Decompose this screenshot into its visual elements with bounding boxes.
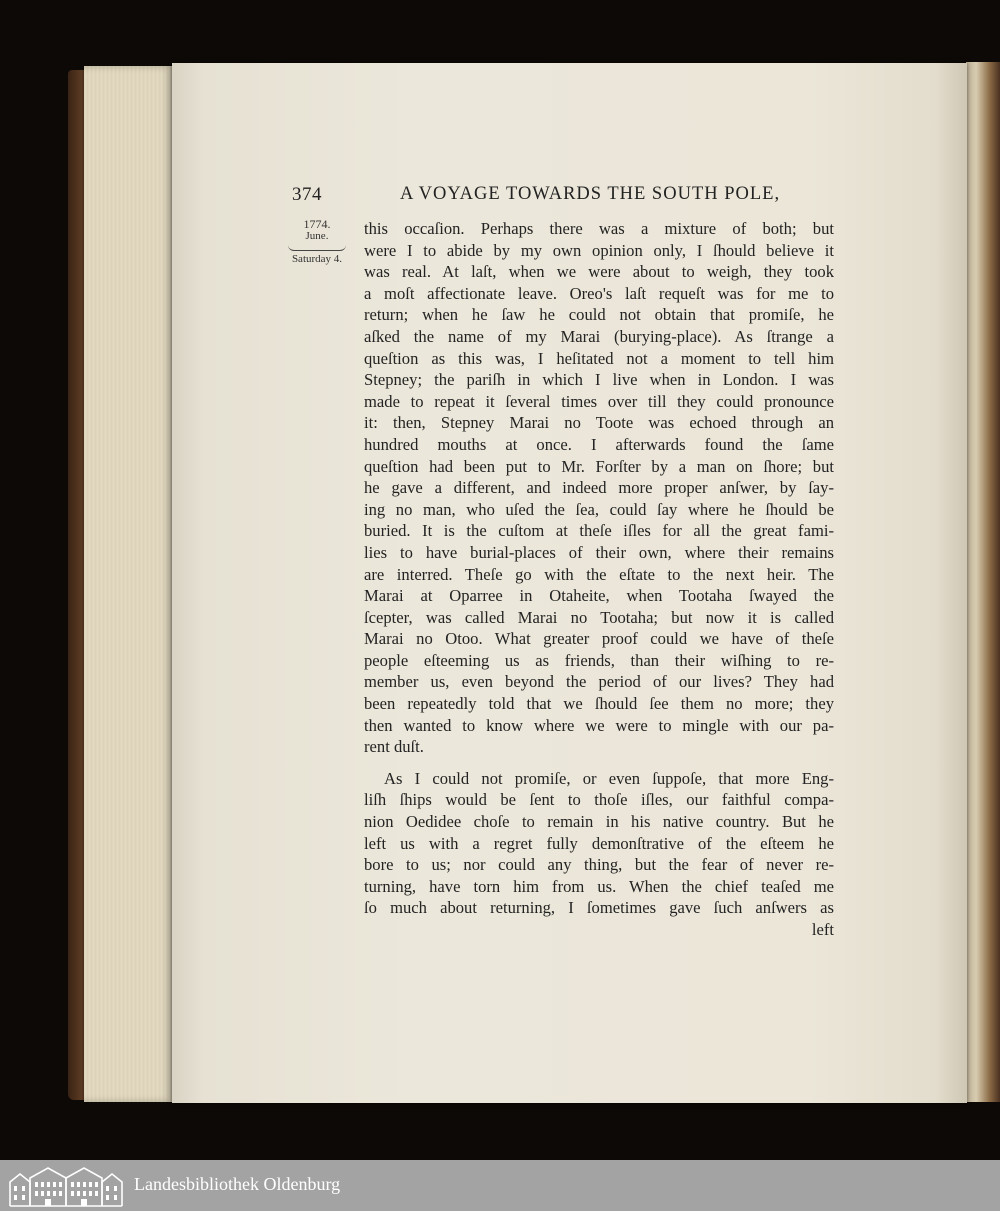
library-name: Landesbibliothek Oldenburg bbox=[134, 1174, 341, 1194]
catchword: left bbox=[811, 920, 834, 939]
running-title: A VOYAGE TOWARDS THE SOUTH POLE, bbox=[400, 184, 781, 204]
library-building-logo bbox=[8, 1164, 124, 1208]
text-line: hundred mouths at once. I afterwards found the ſame bbox=[364, 434, 834, 454]
text-line: made to repeat it ſeveral times over till they could pronounce bbox=[364, 391, 834, 411]
text-line: Marai no Otoo. What greater proof could we have of theſe bbox=[364, 629, 834, 649]
text-line: aſked the name of my Marai (burying-place). As ſtrange a bbox=[364, 326, 834, 346]
margin-brace bbox=[288, 242, 346, 251]
text-line: queſtion as this was, I heſitated not a moment to tell him bbox=[364, 348, 834, 368]
page-number: 374 bbox=[292, 184, 322, 205]
text-line: Marai at Oparree in Otaheite, when Tootaha ſwayed the bbox=[364, 586, 834, 606]
text-line: were I to abide by my own opinion only, I ſhould believe it bbox=[364, 240, 834, 260]
library-footer-bar bbox=[0, 1160, 1000, 1211]
text-line: liſh ſhips would be ſent to thoſe iſles, our faithful compa- bbox=[364, 790, 834, 810]
text-line: Stepney; the pariſh in which I live when in London. I was bbox=[364, 370, 834, 390]
text-line: people eſteeming us as friends, than their wiſhing to re- bbox=[364, 650, 834, 670]
margin-month: June. bbox=[305, 230, 329, 242]
text-line: lies to have burial-places of their own, where their remains bbox=[364, 542, 834, 562]
text-line: turning, have torn him from us. When the chief teaſed me bbox=[364, 876, 834, 896]
facing-page-edge bbox=[966, 62, 1000, 1102]
text-line: ſcepter, was called Marai no Tootaha; but now it is called bbox=[364, 607, 834, 627]
text-line: then wanted to know where we were to mingle with our pa- bbox=[364, 715, 834, 735]
margin-note bbox=[284, 218, 350, 265]
text-line: he gave a different, and indeed more proper anſwer, by ſay- bbox=[364, 478, 834, 498]
text-line: been repeatedly told that we ſhould ſee them no more; they bbox=[364, 694, 834, 714]
text-line: a moſt affectionate leave. Oreo's laſt requeſt was for me to bbox=[364, 283, 834, 303]
text-line: are interred. Theſe go with the eſtate to the next heir. The bbox=[364, 564, 834, 584]
body-text bbox=[364, 218, 834, 941]
text-line: queſtion had been put to Mr. Forſter by a man on ſhore; but bbox=[364, 456, 834, 476]
text-line: return; when he ſaw he could not obtain that promiſe, he bbox=[364, 305, 834, 325]
text-line: ing no man, who uſed the ſea, could ſay where he ſhould be bbox=[364, 499, 834, 519]
paragraph-1 bbox=[364, 218, 834, 758]
paragraph-2 bbox=[364, 768, 834, 941]
text-line: As I could not promiſe, or even ſuppoſe, that more Eng- bbox=[384, 768, 834, 788]
page-header bbox=[292, 184, 832, 214]
text-line: ſo much about returning, I ſometimes gave ſuch anſwers as bbox=[364, 898, 834, 918]
text-line: this occaſion. Perhaps there was a mixture of both; but bbox=[364, 219, 834, 238]
text-line: left us with a regret fully demonſtrative of the eſteem he bbox=[364, 833, 834, 853]
text-line: nion Oedidee choſe to remain in his native country. But he bbox=[364, 812, 834, 832]
margin-day: Saturday 4. bbox=[291, 253, 343, 265]
margin-year: 1774. bbox=[303, 217, 331, 231]
text-line: buried. It is the cuſtom at theſe iſles for all the great fami- bbox=[364, 521, 834, 541]
text-line: rent duſt. bbox=[364, 737, 424, 757]
text-line: it: then, Stepney Marai no Toote was echoed through an bbox=[364, 413, 834, 433]
text-line: bore to us; nor could any thing, but the fear of never re- bbox=[364, 855, 834, 875]
text-line: member us, even beyond the period of our lives? They had bbox=[364, 672, 834, 692]
page-block-edges bbox=[84, 66, 174, 1102]
text-line: was real. At laſt, when we were about to weigh, they took bbox=[364, 262, 834, 282]
paragraph-gap bbox=[364, 758, 834, 768]
